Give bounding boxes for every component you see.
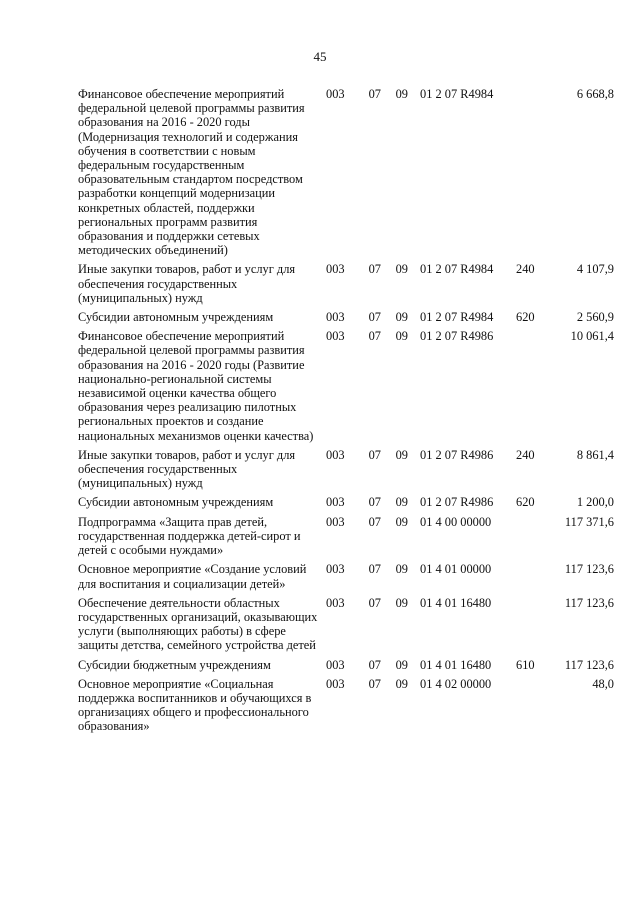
row-target-article: 01 2 07 R4986 [420, 329, 494, 344]
row-amount: 2 560,9 [576, 310, 614, 325]
row-description: Субсидии бюджетным учреждениям [78, 657, 271, 672]
row-ved-code: 003 [326, 310, 345, 325]
row-subsection-code: 09 [395, 262, 408, 277]
row-section-code: 07 [368, 495, 381, 510]
row-description: Иные закупки товаров, работ и услуг для обеспечения государственных (муниципальных) нужд [78, 447, 296, 491]
table-row [78, 562, 614, 595]
row-subsection-code: 09 [395, 657, 408, 672]
row-description: Подпрограмма «Защита прав детей, государственная поддержка детей-сирот и детей с особыми нуждами» [78, 514, 301, 558]
budget-table [78, 87, 614, 739]
row-target-article: 01 4 02 00000 [420, 676, 492, 691]
row-section-code: 07 [368, 562, 381, 577]
row-expense-type: 240 [516, 447, 535, 462]
row-ved-code: 003 [326, 87, 345, 101]
table-row [78, 329, 614, 448]
row-subsection-code: 09 [395, 595, 408, 610]
row-target-article: 01 4 01 16480 [420, 595, 492, 610]
row-target-article: 01 2 07 R4986 [420, 495, 494, 510]
row-expense-type [516, 329, 546, 448]
row-amount: 1 200,0 [576, 495, 614, 510]
row-ved-code: 003 [326, 495, 345, 510]
row-subsection-code: 09 [395, 310, 408, 325]
row-expense-type: 610 [516, 657, 535, 672]
row-target-article: 01 2 07 R4984 [420, 87, 494, 101]
row-subsection-code: 09 [395, 562, 408, 577]
table-row [78, 658, 614, 677]
row-description: Основное мероприятие «Социальная поддержка воспитанников и обучающихся в организациях общего и профессионального образования» [78, 676, 312, 734]
row-ved-code: 003 [326, 562, 345, 577]
row-subsection-code: 09 [395, 447, 408, 462]
row-expense-type: 620 [516, 310, 535, 325]
row-section-code: 07 [368, 447, 381, 462]
table-row [78, 448, 614, 496]
row-description: Обеспечение деятельности областных государственных организаций, оказывающих услуги (выполняющих работы) в сфере защиты детства, семейного устройства детей [78, 595, 318, 653]
row-amount: 117 123,6 [564, 562, 614, 577]
row-expense-type [516, 562, 546, 595]
row-subsection-code: 09 [395, 495, 408, 510]
row-subsection-code: 09 [395, 676, 408, 691]
row-expense-type: 620 [516, 495, 535, 510]
row-section-code: 07 [368, 595, 381, 610]
row-amount: 117 123,6 [564, 657, 614, 672]
row-description: Основное мероприятие «Создание условий для воспитания и социализации детей» [78, 562, 307, 591]
row-amount: 4 107,9 [576, 262, 614, 277]
row-section-code: 07 [368, 262, 381, 277]
row-amount: 117 123,6 [564, 595, 614, 610]
row-ved-code: 003 [326, 447, 345, 462]
row-description: Финансовое обеспечение мероприятий федеральной целевой программы развития образования на 2016 - 2020 годы (Модернизация технологий и содержания обучения в соответствии с новым федеральным государственным образовательным стандартом посредством разработки концепций модернизации конкретных областей, поддержки региональных программ развития образования и поддержки сетевых методических объединений) [78, 87, 305, 258]
row-target-article: 01 4 01 16480 [420, 657, 492, 672]
table-row [78, 87, 614, 262]
row-expense-type [516, 596, 546, 658]
row-section-code: 07 [368, 87, 381, 101]
row-description: Субсидии автономным учреждениям [78, 495, 274, 510]
row-ved-code: 003 [326, 595, 345, 610]
row-subsection-code: 09 [395, 87, 408, 101]
table-row [78, 596, 614, 658]
row-amount: 6 668,8 [576, 87, 614, 101]
table-row [78, 310, 614, 329]
row-subsection-code: 09 [395, 329, 408, 344]
table-row [78, 262, 614, 310]
row-amount: 8 861,4 [576, 447, 614, 462]
row-section-code: 07 [368, 676, 381, 691]
table-row [78, 677, 614, 739]
row-amount: 117 371,6 [564, 514, 614, 529]
row-subsection-code: 09 [395, 514, 408, 529]
row-section-code: 07 [368, 657, 381, 672]
table-row [78, 515, 614, 563]
row-ved-code: 003 [326, 657, 345, 672]
row-section-code: 07 [368, 329, 381, 344]
row-ved-code: 003 [326, 329, 345, 344]
row-expense-type [516, 515, 546, 563]
row-section-code: 07 [368, 310, 381, 325]
row-target-article: 01 4 01 00000 [420, 562, 492, 577]
row-target-article: 01 2 07 R4984 [420, 262, 494, 277]
row-amount: 10 061,4 [570, 329, 614, 344]
row-description: Субсидии автономным учреждениям [78, 310, 274, 325]
table-row [78, 495, 614, 514]
row-expense-type [516, 677, 546, 739]
row-ved-code: 003 [326, 262, 345, 277]
row-description: Иные закупки товаров, работ и услуг для обеспечения государственных (муниципальных) нужд [78, 262, 296, 305]
row-target-article: 01 4 00 00000 [420, 514, 492, 529]
row-ved-code: 003 [326, 514, 345, 529]
row-expense-type: 240 [516, 262, 535, 277]
row-description: Финансовое обеспечение мероприятий федеральной целевой программы развития образования на 2016 - 2020 годы (Развитие национально-региональной системы независимой оценки качества общего образования через реализацию пилотных региональных проектов и создание национальных механизмов оценки качества) [78, 329, 314, 443]
row-section-code: 07 [368, 514, 381, 529]
row-ved-code: 003 [326, 676, 345, 691]
row-target-article: 01 2 07 R4986 [420, 447, 494, 462]
page-number: 45 [313, 49, 327, 64]
row-target-article: 01 2 07 R4984 [420, 310, 494, 325]
row-expense-type [516, 87, 546, 262]
row-amount: 48,0 [592, 676, 614, 691]
